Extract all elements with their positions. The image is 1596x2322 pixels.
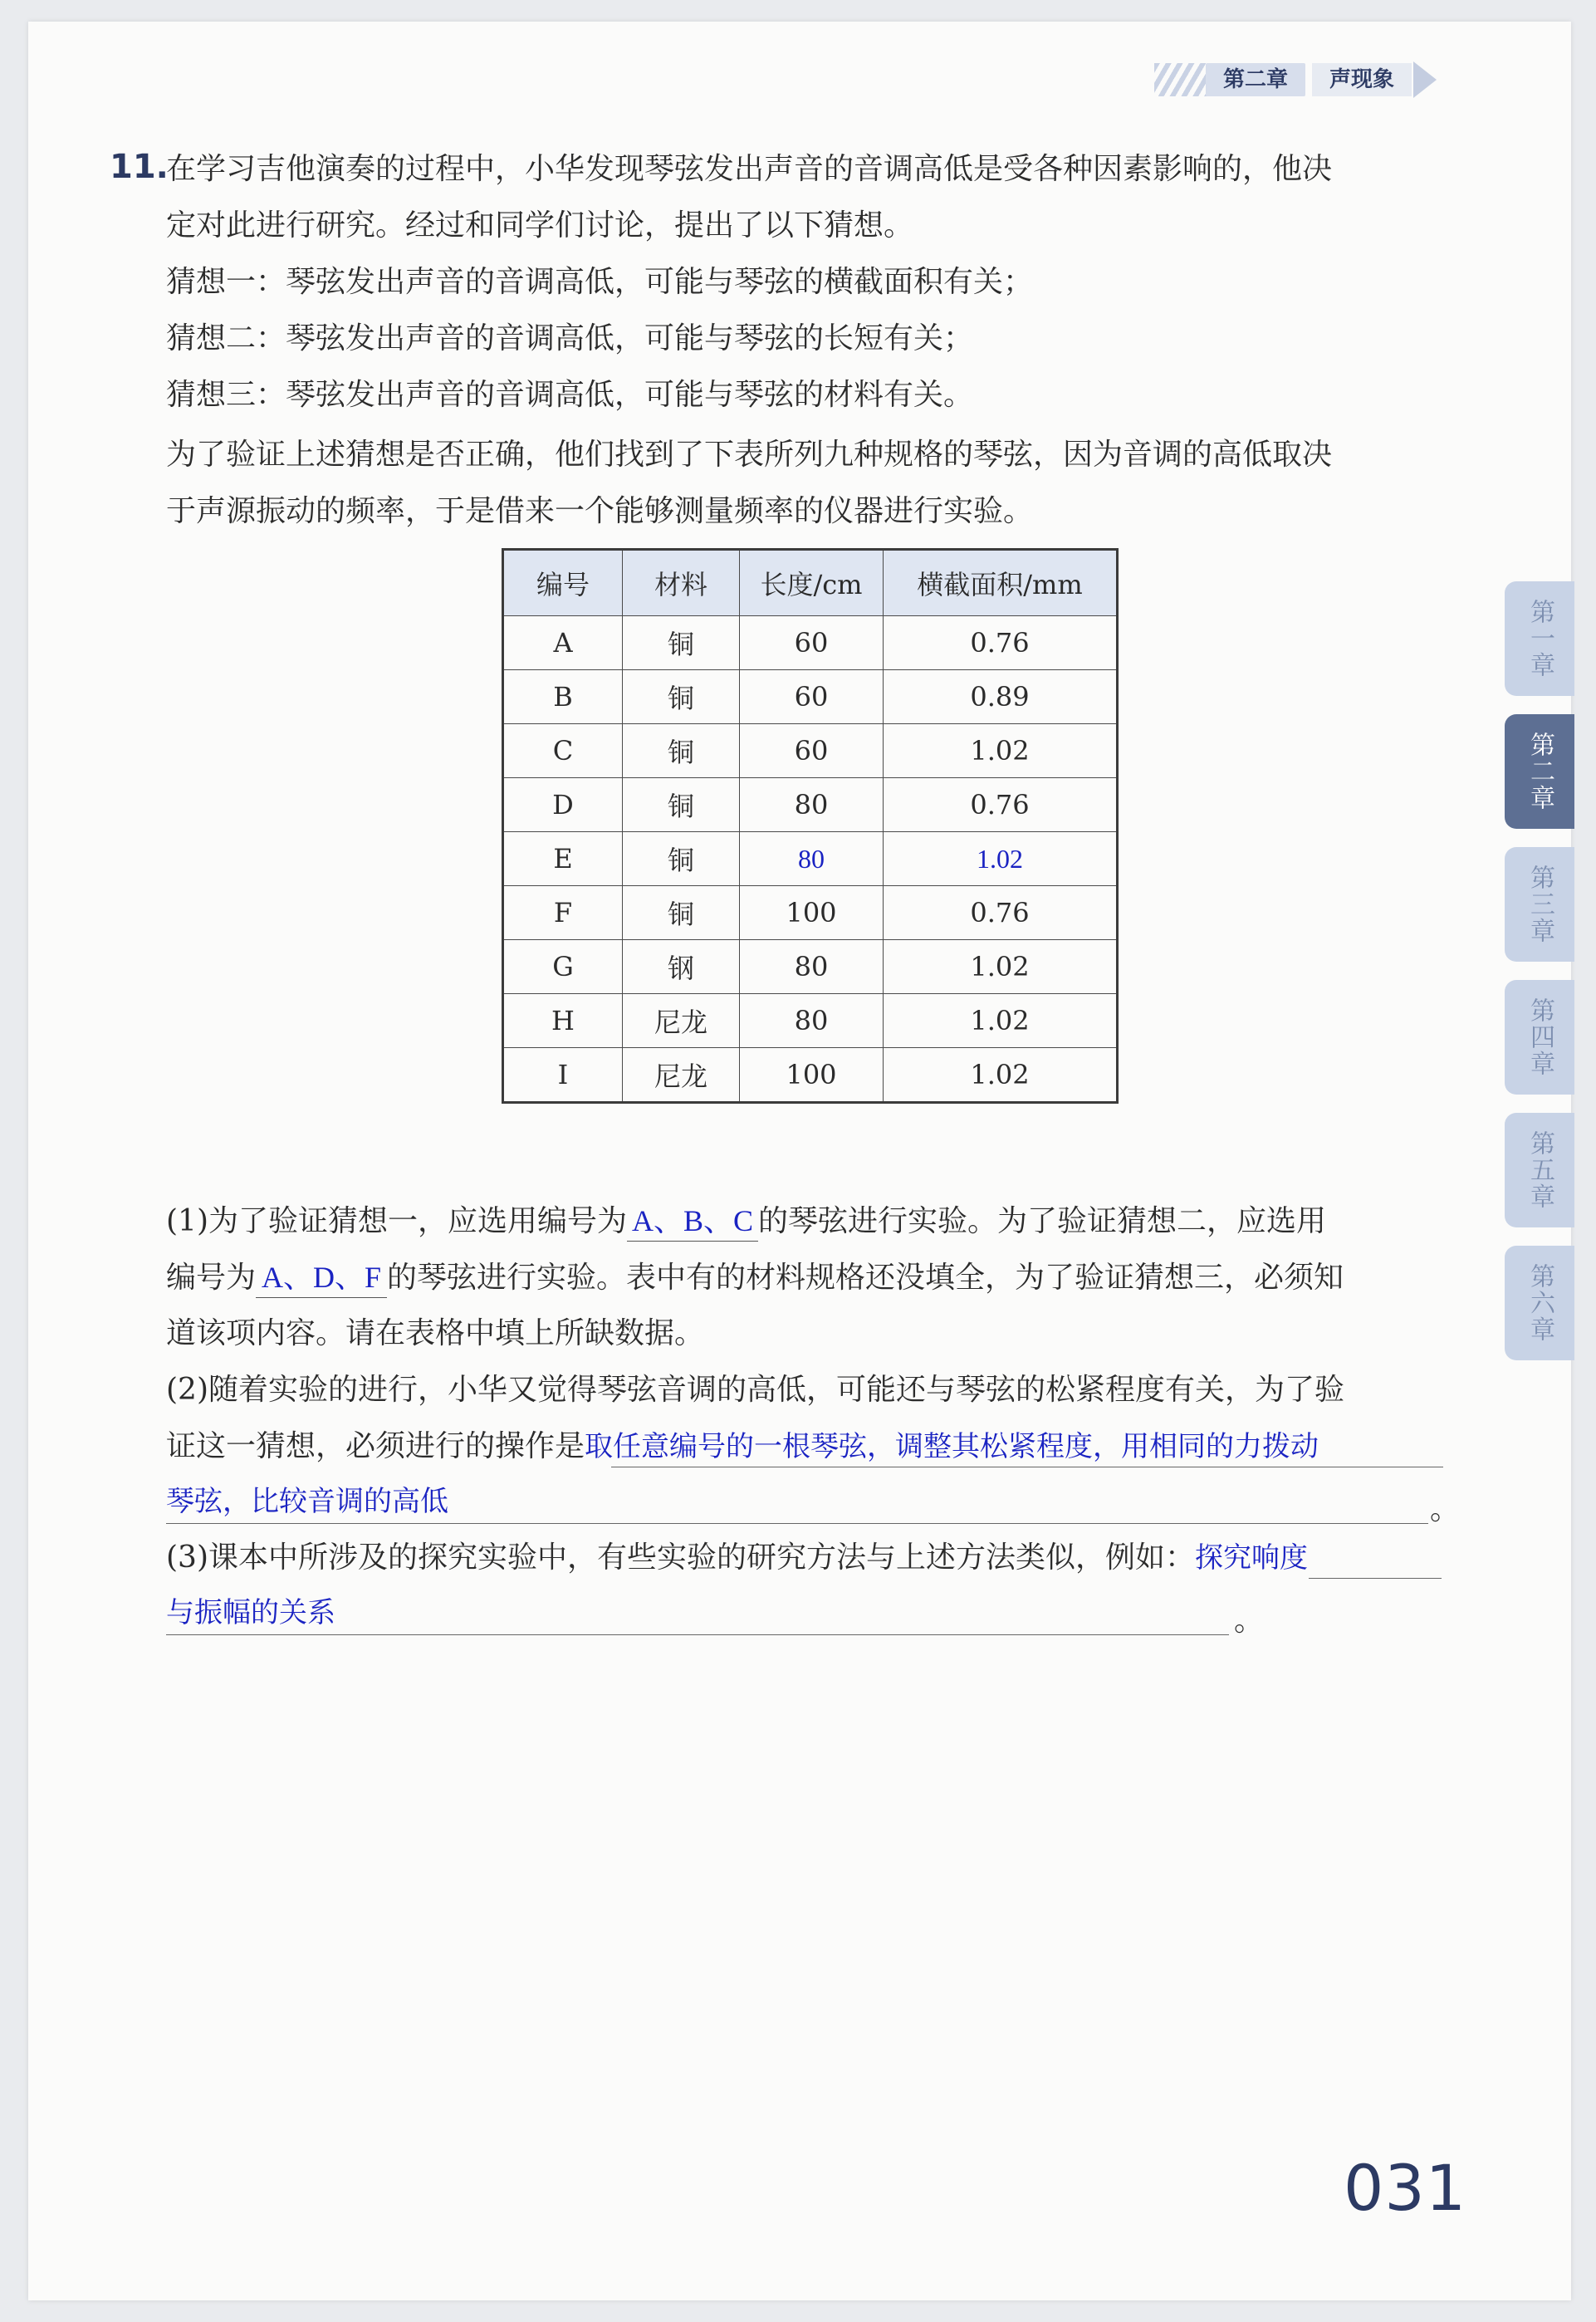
part2-line-1: (2)随着实验的进行，小华又觉得琴弦音调的高低，可能还与琴弦的松紧程度有关，为了验 (166, 1373, 1344, 1407)
part3-line-2 (166, 1593, 335, 1634)
cell-length: 80 (740, 778, 884, 832)
cell-area: 1.02 (884, 994, 1118, 1048)
tab-chapter-6[interactable]: 第六章 (1505, 1246, 1574, 1360)
table-row (503, 940, 1118, 994)
chapter-header (1154, 60, 1453, 100)
answer-underline (1309, 1578, 1442, 1579)
part2-line-3 (166, 1482, 448, 1522)
cell-id: H (503, 994, 623, 1048)
part1-line-2 (166, 1257, 1344, 1298)
tab-chapter-3[interactable]: 第三章 (1505, 847, 1574, 962)
cell-area: 1.02 (884, 940, 1118, 994)
part2-text-b: 证这一猜想，必须进行的操作是 (166, 1429, 585, 1463)
cell-material: 钢 (623, 940, 740, 994)
part1-line-1 (166, 1201, 1326, 1242)
tab-chapter-5[interactable]: 第五章 (1505, 1113, 1574, 1227)
cell-area-filled[interactable]: 1.02 (884, 832, 1118, 886)
cell-area: 0.89 (884, 670, 1118, 724)
cell-length: 100 (740, 1048, 884, 1103)
table-row (503, 616, 1118, 670)
cell-material: 铜 (623, 670, 740, 724)
cell-material: 铜 (623, 886, 740, 940)
answer-blank-guess2[interactable]: A、D、F (256, 1257, 387, 1298)
guess-2: 猜想二：琴弦发出声音的音调高低，可能与琴弦的长短有关； (166, 321, 974, 355)
part3-line-1 (166, 1538, 1308, 1579)
table-row (503, 724, 1118, 778)
cell-id: B (503, 670, 623, 724)
header-section: 声现象 (1312, 63, 1412, 96)
cell-id: A (503, 616, 623, 670)
answer-example-2[interactable]: 与振幅的关系 (166, 1598, 335, 1629)
cell-id: D (503, 778, 623, 832)
table-row (503, 886, 1118, 940)
part1-text-c: 编号为 (166, 1261, 257, 1295)
cell-id: E (503, 832, 623, 886)
cell-material: 尼龙 (623, 994, 740, 1048)
part2-line-2 (166, 1427, 1319, 1467)
tab-chapter-2[interactable]: 第二章 (1505, 714, 1574, 829)
answer-example-1[interactable]: 探究响度 (1195, 1543, 1308, 1574)
part3-end: 。 (1234, 1604, 1265, 1638)
th-id: 编号 (503, 550, 623, 616)
table-row (503, 994, 1118, 1048)
cell-id: C (503, 724, 623, 778)
verify-text-1: 为了验证上述猜想是否正确，他们找到了下表所列九种规格的琴弦，因为音调的高低取决 (166, 438, 1333, 472)
verify-text-2: 于声源振动的频率，于是借来一个能够测量频率的仪器进行实验。 (166, 494, 1034, 528)
th-material: 材料 (623, 550, 740, 616)
cell-area: 0.76 (884, 778, 1118, 832)
tab-chapter-1[interactable]: 第一章 (1505, 581, 1574, 696)
th-area: 横截面积/mm (884, 550, 1118, 616)
cell-length: 80 (740, 940, 884, 994)
workbook-page (28, 22, 1571, 2300)
cell-id: I (503, 1048, 623, 1103)
part1-text-b: 的琴弦进行实验。为了验证猜想二，应选用 (758, 1204, 1327, 1238)
cell-area: 0.76 (884, 616, 1118, 670)
guess-1: 猜想一：琴弦发出声音的音调高低，可能与琴弦的横截面积有关； (166, 265, 1034, 299)
table-row (503, 832, 1118, 886)
cell-material: 铜 (623, 832, 740, 886)
cell-length-filled[interactable]: 80 (740, 832, 884, 886)
part1-line-3: 道该项内容。请在表格中填上所缺数据。 (166, 1316, 705, 1350)
part1-text-d: 的琴弦进行实验。表中有的材料规格还没填全，为了验证猜想三，必须知 (387, 1261, 1344, 1295)
table-row (503, 1048, 1118, 1103)
cell-area: 1.02 (884, 724, 1118, 778)
table-row (503, 778, 1118, 832)
header-stripes (1154, 63, 1212, 96)
cell-id: F (503, 886, 623, 940)
cell-length: 100 (740, 886, 884, 940)
cell-area: 0.76 (884, 886, 1118, 940)
part3-text-a: (3)课本中所涉及的探究实验中，有些实验的研究方法与上述方法类似，例如： (166, 1541, 1195, 1575)
cell-length: 60 (740, 670, 884, 724)
table-header-row (503, 550, 1118, 616)
table-row (503, 670, 1118, 724)
answer-blank-guess1[interactable]: A、B、C (627, 1201, 758, 1242)
cell-id: G (503, 940, 623, 994)
cell-material: 铜 (623, 778, 740, 832)
question-intro-1: 在学习吉他演奏的过程中，小华发现琴弦发出声音的音调高低是受各种因素影响的，他决 (166, 152, 1333, 186)
cell-material: 铜 (623, 724, 740, 778)
cell-material: 尼龙 (623, 1048, 740, 1103)
answer-operation-2[interactable]: 琴弦，比较音调的高低 (166, 1487, 448, 1517)
chevron-right-icon (1413, 61, 1437, 98)
cell-length: 60 (740, 616, 884, 670)
guess-3: 猜想三：琴弦发出声音的音调高低，可能与琴弦的材料有关。 (166, 378, 974, 412)
answer-underline (166, 1523, 1428, 1524)
cell-material: 铜 (623, 616, 740, 670)
cell-area: 1.02 (884, 1048, 1118, 1103)
part2-end: 。 (1430, 1492, 1461, 1526)
cell-length: 80 (740, 994, 884, 1048)
answer-operation-1[interactable]: 取任意编号的一根琴弦，调整其松紧程度，用相同的力拨动 (585, 1432, 1319, 1462)
question-number: 11. (110, 148, 169, 186)
answer-underline (166, 1634, 1229, 1635)
page-number: 031 (1344, 2151, 1467, 2225)
th-length: 长度/cm (740, 550, 884, 616)
header-chapter: 第二章 (1206, 63, 1305, 96)
string-spec-table (502, 548, 1119, 1104)
cell-length: 60 (740, 724, 884, 778)
tab-chapter-4[interactable]: 第四章 (1505, 980, 1574, 1095)
part1-text-a: (1)为了验证猜想一，应选用编号为 (166, 1204, 627, 1238)
question-intro-2: 定对此进行研究。经过和同学们讨论，提出了以下猜想。 (166, 208, 914, 242)
